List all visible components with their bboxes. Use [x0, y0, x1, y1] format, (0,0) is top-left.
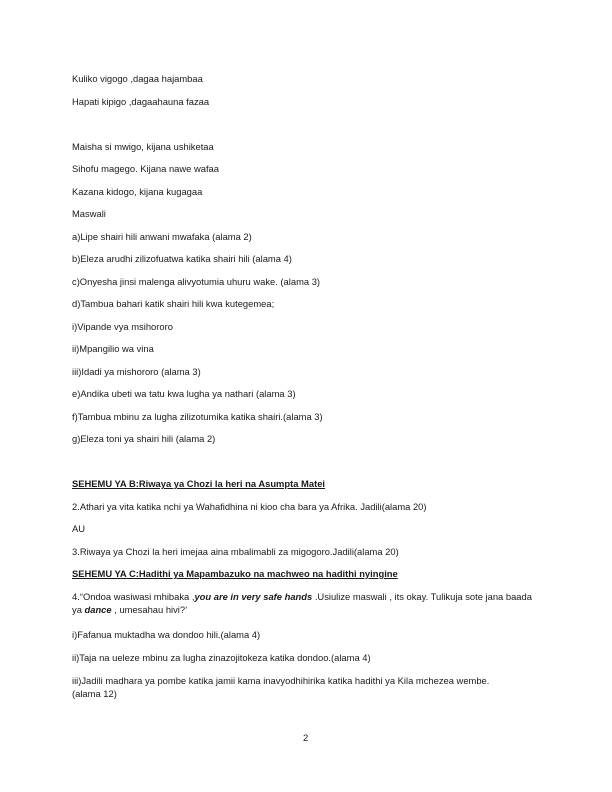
quote-emphasis: you are in very safe hands — [194, 591, 313, 602]
questions-title: Maswali — [72, 208, 106, 219]
question-3: 3.Riwaya ya Chozi la heri imejaa aina mbalimabli za migogoro.Jadili(alama 20) — [72, 546, 399, 557]
question-item: f)Tambua mbinu za lugha zilizotumika katika shairi.(alama 3) — [72, 411, 323, 422]
poem-line: Kazana kidogo, kijana kugagaa — [72, 186, 203, 197]
question-item: d)Tambua bahari katik shairi hili kwa kutegemea; — [72, 298, 275, 309]
question-item: a)Lipe shairi hili anwani mwafaka (alama 2) — [72, 231, 252, 242]
question-item: ii)Mpangilio wa vina — [72, 343, 154, 354]
question-item: c)Onyesha jinsi malenga alivyotumia uhuru wake. (alama 3) — [72, 276, 321, 287]
question-item: iii)Jadili madhara ya pombe katika jamii kama inavyodhihirika katika hadithi ya Kila mchezea wembe.(alama 12) — [72, 675, 490, 699]
question-item: e)Andika ubeti wa tatu kwa lugha ya nathari (alama 3) — [72, 388, 296, 399]
question-item: b)Eleza arudhi zilizofuatwa katika shairi hili (alama 4) — [72, 253, 292, 264]
question-item: g)Eleza toni ya shairi hili (alama 2) — [72, 433, 216, 444]
quote-emphasis: dance — [84, 604, 112, 615]
poem-line: Maisha si mwigo, kijana ushiketaa — [72, 141, 214, 152]
poem-line: Kuliko vigogo ,dagaa hajambaa — [72, 73, 203, 84]
section-c-heading: SEHEMU YA C:Hadithi ya Mapambazuko na machweo na hadithi nyingine — [72, 568, 398, 579]
quote-text: 4.“Ondoa wasiwasi mhibaka , — [72, 591, 195, 602]
poem-line: Hapati kipigo ,dagaahauna fazaa — [72, 96, 210, 107]
question-4-quote — [72, 590, 542, 616]
question-item: ii)Taja na ueleze mbinu za lugha zinazojitokeza katika dondoo.(alama 4) — [72, 652, 371, 663]
page-number: 2 — [303, 732, 309, 743]
quote-text: , umesahau hivi?’ — [111, 604, 188, 615]
question-item: i)Fafanua muktadha wa dondoo hili.(alama 4) — [72, 629, 261, 640]
question-item: iii)Idadi ya mishororo (alama 3) — [72, 366, 201, 377]
question-item: i)Vipande vya msihororo — [72, 321, 173, 332]
or-separator: AU — [72, 523, 86, 534]
quote-text: .Usiulize maswali , its okay. Tulikuja sote jana baada ya — [72, 591, 532, 615]
poem-line: Sihofu magego. Kijana nawe wafaa — [72, 163, 219, 174]
section-b-heading: SEHEMU YA B:Riwaya ya Chozi la heri na Asumpta Matei — [72, 478, 326, 489]
question-2: 2.Athari ya vita katika nchi ya Wahafidhina ni kioo cha bara ya Afrika. Jadili(alama 20) — [72, 501, 427, 512]
